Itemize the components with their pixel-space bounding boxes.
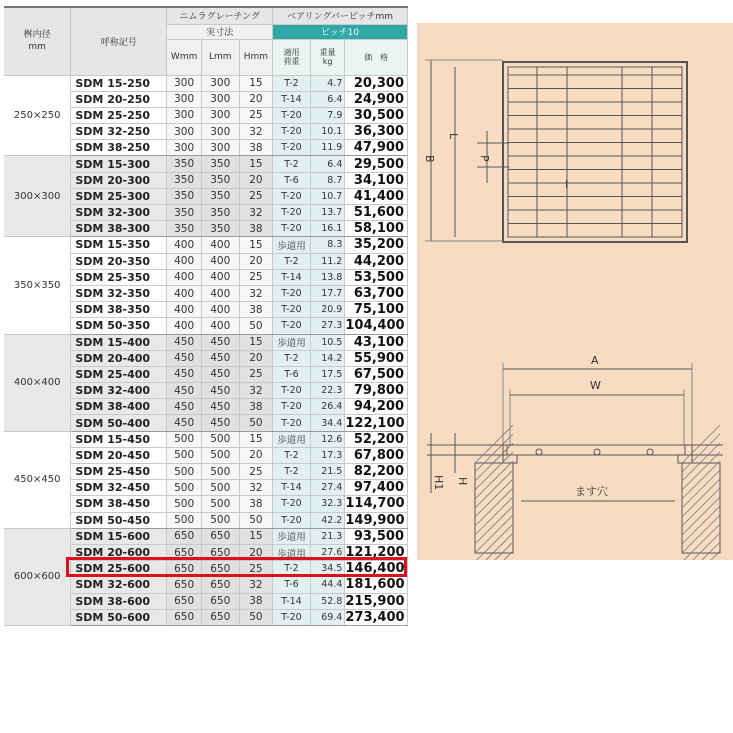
h-cell: 50 <box>239 318 272 334</box>
code-cell: SDM 25-350 <box>71 269 167 285</box>
w-cell: 350 <box>167 188 202 204</box>
load-cell: 歩道用 <box>273 544 311 560</box>
w-cell: 300 <box>167 91 202 107</box>
header-w: Wmm <box>167 39 202 75</box>
h-cell: 15 <box>239 334 272 350</box>
l-cell: 650 <box>201 544 239 560</box>
w-cell: 300 <box>167 124 202 140</box>
h-cell: 38 <box>239 302 272 318</box>
l-cell: 650 <box>201 593 239 609</box>
weight-cell: 10.7 <box>310 188 345 204</box>
h-cell: 20 <box>239 172 272 188</box>
h-cell: 50 <box>239 609 272 625</box>
weight-cell: 6.4 <box>310 156 345 172</box>
price-cell: 20,300 <box>345 75 408 91</box>
load-cell: T-2 <box>273 464 311 480</box>
code-cell: SDM 25-250 <box>71 107 167 123</box>
weight-cell: 10.5 <box>310 334 345 350</box>
label-p: P <box>478 155 491 162</box>
load-cell: T-20 <box>273 302 311 318</box>
h-cell: 38 <box>239 221 272 237</box>
label-h: H <box>456 477 469 486</box>
code-cell: SDM 32-300 <box>71 205 167 221</box>
w-cell: 300 <box>167 140 202 156</box>
header-product: ニムラグレーチング <box>167 7 273 24</box>
h-cell: 50 <box>239 512 272 528</box>
load-cell: T-20 <box>273 124 311 140</box>
code-cell: SDM 15-400 <box>71 334 167 350</box>
weight-cell: 11.2 <box>310 253 345 269</box>
l-cell: 400 <box>201 302 239 318</box>
l-cell: 450 <box>201 366 239 382</box>
code-cell: SDM 32-250 <box>71 124 167 140</box>
load-cell: T-14 <box>273 480 311 496</box>
price-cell: 79,800 <box>345 383 408 399</box>
selected-row-highlight <box>66 557 407 577</box>
h-cell: 15 <box>239 431 272 447</box>
l-cell: 400 <box>201 253 239 269</box>
cross-bars <box>537 67 652 237</box>
w-cell: 500 <box>167 431 202 447</box>
l-cell: 450 <box>201 383 239 399</box>
l-cell: 400 <box>201 269 239 285</box>
l-cell: 400 <box>201 237 239 253</box>
price-cell: 52,200 <box>345 431 408 447</box>
w-cell: 350 <box>167 221 202 237</box>
l-cell: 450 <box>201 415 239 431</box>
code-cell: SDM 38-600 <box>71 593 167 609</box>
price-cell: 97,400 <box>345 480 408 496</box>
w-cell: 450 <box>167 350 202 366</box>
size-cell: 450×450 <box>4 431 71 528</box>
price-cell: 181,600 <box>345 577 408 593</box>
weight-cell: 20.9 <box>310 302 345 318</box>
price-cell: 93,500 <box>345 528 408 544</box>
h-cell: 25 <box>239 107 272 123</box>
weight-cell: 27.6 <box>310 544 345 560</box>
w-cell: 450 <box>167 366 202 382</box>
label-b: B <box>423 155 436 163</box>
price-cell: 63,700 <box>345 285 408 301</box>
l-cell: 300 <box>201 124 239 140</box>
weight-cell: 44.4 <box>310 577 345 593</box>
l-cell: 400 <box>201 285 239 301</box>
load-cell: T-2 <box>273 350 311 366</box>
w-cell: 400 <box>167 285 202 301</box>
code-cell: SDM 50-400 <box>71 415 167 431</box>
price-cell: 82,200 <box>345 464 408 480</box>
l-cell: 500 <box>201 447 239 463</box>
weight-cell: 32.3 <box>310 496 345 512</box>
l-cell: 300 <box>201 75 239 91</box>
price-cell: 29,500 <box>345 156 408 172</box>
h-cell: 20 <box>239 447 272 463</box>
price-cell: 75,100 <box>345 302 408 318</box>
header-code: 呼称記号 <box>71 7 167 75</box>
price-cell: 67,500 <box>345 366 408 382</box>
spec-table-area <box>4 6 408 626</box>
l-cell: 500 <box>201 431 239 447</box>
price-cell: 114,700 <box>345 496 408 512</box>
header-h: Hmm <box>239 39 272 75</box>
l-cell: 650 <box>201 528 239 544</box>
load-cell: T-20 <box>273 285 311 301</box>
h-cell: 20 <box>239 91 272 107</box>
header-weight: 重量 kg <box>310 39 345 75</box>
h-cell: 25 <box>239 561 272 577</box>
w-cell: 650 <box>167 561 202 577</box>
label-h1: H1 <box>432 475 445 491</box>
w-cell: 650 <box>167 609 202 625</box>
w-cell: 350 <box>167 205 202 221</box>
price-cell: 34,100 <box>345 172 408 188</box>
load-cell: T-20 <box>273 188 311 204</box>
load-cell: T-20 <box>273 140 311 156</box>
w-cell: 500 <box>167 464 202 480</box>
code-cell: SDM 38-450 <box>71 496 167 512</box>
weight-cell: 21.3 <box>310 528 345 544</box>
weight-cell: 17.3 <box>310 447 345 463</box>
price-cell: 30,500 <box>345 107 408 123</box>
price-cell: 121,200 <box>345 544 408 560</box>
weight-cell: 69.4 <box>310 609 345 625</box>
l-cell: 300 <box>201 107 239 123</box>
code-cell: SDM 32-350 <box>71 285 167 301</box>
price-cell: 94,200 <box>345 399 408 415</box>
price-cell: 146,400 <box>345 561 408 577</box>
header-l: Lmm <box>201 39 239 75</box>
l-cell: 350 <box>201 205 239 221</box>
label-l: L <box>447 133 460 140</box>
price-cell: 122,100 <box>345 415 408 431</box>
code-cell: SDM 20-250 <box>71 91 167 107</box>
weight-cell: 21.5 <box>310 464 345 480</box>
h-cell: 50 <box>239 415 272 431</box>
price-cell: 44,200 <box>345 253 408 269</box>
w-cell: 450 <box>167 415 202 431</box>
price-cell: 55,900 <box>345 350 408 366</box>
weight-cell: 6.4 <box>310 91 345 107</box>
w-cell: 650 <box>167 577 202 593</box>
weight-cell: 12.6 <box>310 431 345 447</box>
l-cell: 400 <box>201 318 239 334</box>
load-cell: T-20 <box>273 512 311 528</box>
load-cell: 歩道用 <box>273 237 311 253</box>
bearing-bars <box>508 75 682 224</box>
load-cell: T-6 <box>273 172 311 188</box>
price-cell: 273,400 <box>345 609 408 625</box>
w-cell: 400 <box>167 302 202 318</box>
code-cell: SDM 15-450 <box>71 431 167 447</box>
l-cell: 650 <box>201 561 239 577</box>
h-cell: 15 <box>239 75 272 91</box>
code-cell: SDM 38-300 <box>71 221 167 237</box>
weight-cell: 7.9 <box>310 107 345 123</box>
load-cell: T-14 <box>273 593 311 609</box>
l-cell: 500 <box>201 464 239 480</box>
load-cell: T-20 <box>273 221 311 237</box>
h-cell: 20 <box>239 350 272 366</box>
size-cell: 300×300 <box>4 156 71 237</box>
price-cell: 41,400 <box>345 188 408 204</box>
h-cell: 32 <box>239 577 272 593</box>
weight-cell: 26.4 <box>310 399 345 415</box>
h-cell: 32 <box>239 124 272 140</box>
weight-cell: 17.5 <box>310 366 345 382</box>
price-cell: 104,400 <box>345 318 408 334</box>
h-cell: 15 <box>239 528 272 544</box>
l-cell: 450 <box>201 399 239 415</box>
price-cell: 67,800 <box>345 447 408 463</box>
code-cell: SDM 15-350 <box>71 237 167 253</box>
h-cell: 25 <box>239 464 272 480</box>
code-cell: SDM 20-350 <box>71 253 167 269</box>
price-cell: 51,600 <box>345 205 408 221</box>
h-cell: 32 <box>239 205 272 221</box>
code-cell: SDM 32-450 <box>71 480 167 496</box>
w-cell: 500 <box>167 512 202 528</box>
l-cell: 350 <box>201 188 239 204</box>
w-cell: 300 <box>167 107 202 123</box>
weight-cell: 27.3 <box>310 318 345 334</box>
h-cell: 38 <box>239 399 272 415</box>
l-cell: 650 <box>201 577 239 593</box>
weight-cell: 52.8 <box>310 593 345 609</box>
h-cell: 25 <box>239 269 272 285</box>
header-price: 価 格 <box>345 39 408 75</box>
header-actual: 実寸法 <box>167 24 273 39</box>
l-cell: 650 <box>201 609 239 625</box>
price-cell: 24,900 <box>345 91 408 107</box>
code-cell: SDM 15-300 <box>71 156 167 172</box>
weight-cell: 16.1 <box>310 221 345 237</box>
load-cell: T-20 <box>273 318 311 334</box>
code-cell: SDM 50-450 <box>71 512 167 528</box>
load-cell: T-20 <box>273 107 311 123</box>
l-cell: 350 <box>201 156 239 172</box>
h-cell: 38 <box>239 140 272 156</box>
w-cell: 300 <box>167 75 202 91</box>
price-cell: 36,300 <box>345 124 408 140</box>
table-row <box>4 334 408 350</box>
load-cell: T-2 <box>273 561 311 577</box>
weight-cell: 13.8 <box>310 269 345 285</box>
h-cell: 32 <box>239 285 272 301</box>
l-cell: 500 <box>201 480 239 496</box>
code-cell: SDM 50-350 <box>71 318 167 334</box>
table-row <box>4 431 408 447</box>
code-cell: SDM 20-400 <box>71 350 167 366</box>
w-cell: 400 <box>167 253 202 269</box>
code-cell: SDM 20-450 <box>71 447 167 463</box>
code-cell: SDM 25-600 <box>71 561 167 577</box>
h-cell: 32 <box>239 480 272 496</box>
w-cell: 500 <box>167 480 202 496</box>
load-cell: T-2 <box>273 75 311 91</box>
price-cell: 53,500 <box>345 269 408 285</box>
weight-cell: 11.9 <box>310 140 345 156</box>
label-w: W <box>590 379 601 392</box>
w-cell: 650 <box>167 593 202 609</box>
code-cell: SDM 15-600 <box>71 528 167 544</box>
header-load: 適用 荷重 <box>273 39 311 75</box>
l-cell: 450 <box>201 350 239 366</box>
grating-inner-frame <box>508 67 682 237</box>
pit-wall-left <box>475 463 513 553</box>
weight-cell: 34.5 <box>310 561 345 577</box>
w-cell: 400 <box>167 318 202 334</box>
code-cell: SDM 38-350 <box>71 302 167 318</box>
price-cell: 149,900 <box>345 512 408 528</box>
load-cell: T-14 <box>273 91 311 107</box>
h-cell: 20 <box>239 253 272 269</box>
l-cell: 350 <box>201 221 239 237</box>
w-cell: 400 <box>167 269 202 285</box>
load-cell: T-20 <box>273 205 311 221</box>
load-cell: T-6 <box>273 577 311 593</box>
table-row <box>4 75 408 91</box>
weight-cell: 22.3 <box>310 383 345 399</box>
w-cell: 500 <box>167 447 202 463</box>
weight-cell: 10.1 <box>310 124 345 140</box>
code-cell: SDM 38-250 <box>71 140 167 156</box>
weight-cell: 27.4 <box>310 480 345 496</box>
l-cell: 300 <box>201 91 239 107</box>
load-cell: T-20 <box>273 415 311 431</box>
l-cell: 450 <box>201 334 239 350</box>
weight-cell: 8.3 <box>310 237 345 253</box>
h-cell: 32 <box>239 383 272 399</box>
code-cell: SDM 32-600 <box>71 577 167 593</box>
l-cell: 500 <box>201 512 239 528</box>
code-cell: SDM 25-450 <box>71 464 167 480</box>
weight-cell: 14.2 <box>310 350 345 366</box>
label-a: A <box>591 354 599 367</box>
code-cell: SDM 15-250 <box>71 75 167 91</box>
h-cell: 15 <box>239 237 272 253</box>
label-pit: ます穴 <box>575 485 608 498</box>
table-row <box>4 237 408 253</box>
pit-wall-right <box>682 463 720 553</box>
spec-table <box>4 6 408 626</box>
w-cell: 450 <box>167 383 202 399</box>
h-cell: 38 <box>239 593 272 609</box>
l-cell: 500 <box>201 496 239 512</box>
price-cell: 58,100 <box>345 221 408 237</box>
grating-side <box>507 445 685 455</box>
size-cell: 350×350 <box>4 237 71 334</box>
h-cell: 20 <box>239 544 272 560</box>
code-cell: SDM 20-300 <box>71 172 167 188</box>
weight-cell: 8.7 <box>310 172 345 188</box>
w-cell: 500 <box>167 496 202 512</box>
code-cell: SDM 38-400 <box>71 399 167 415</box>
h-cell: 38 <box>239 496 272 512</box>
size-cell: 250×250 <box>4 75 71 156</box>
price-cell: 47,900 <box>345 140 408 156</box>
header-size: 桝内径 mm <box>4 7 71 75</box>
dimension-diagram <box>417 23 733 560</box>
spec-table-body <box>4 75 408 625</box>
code-cell: SDM 50-600 <box>71 609 167 625</box>
h-cell: 15 <box>239 156 272 172</box>
load-cell: T-2 <box>273 447 311 463</box>
load-cell: T-14 <box>273 269 311 285</box>
size-cell: 400×400 <box>4 334 71 431</box>
weight-cell: 42.2 <box>310 512 345 528</box>
weight-cell: 4.7 <box>310 75 345 91</box>
w-cell: 350 <box>167 156 202 172</box>
label-i: I <box>565 178 569 191</box>
w-cell: 350 <box>167 172 202 188</box>
load-cell: T-20 <box>273 383 311 399</box>
load-cell: T-6 <box>273 366 311 382</box>
load-cell: 歩道用 <box>273 431 311 447</box>
w-cell: 450 <box>167 399 202 415</box>
header-pitch: ピッチ10 <box>273 24 408 39</box>
load-cell: 歩道用 <box>273 528 311 544</box>
header-bearing: ベアリングバーピッチmm <box>273 7 408 24</box>
w-cell: 400 <box>167 237 202 253</box>
w-cell: 650 <box>167 528 202 544</box>
code-cell: SDM 32-400 <box>71 383 167 399</box>
load-cell: T-20 <box>273 399 311 415</box>
h-cell: 25 <box>239 188 272 204</box>
code-cell: SDM 25-300 <box>71 188 167 204</box>
code-cell: SDM 20-600 <box>71 544 167 560</box>
price-cell: 35,200 <box>345 237 408 253</box>
table-row <box>4 156 408 172</box>
l-cell: 350 <box>201 172 239 188</box>
table-row <box>4 528 408 544</box>
load-cell: 歩道用 <box>273 334 311 350</box>
size-cell: 600×600 <box>4 528 71 625</box>
price-cell: 215,900 <box>345 593 408 609</box>
load-cell: T-20 <box>273 609 311 625</box>
weight-cell: 17.7 <box>310 285 345 301</box>
l-cell: 300 <box>201 140 239 156</box>
diagram-svg <box>417 23 733 560</box>
w-cell: 450 <box>167 334 202 350</box>
load-cell: T-2 <box>273 156 311 172</box>
code-cell: SDM 25-400 <box>71 366 167 382</box>
load-cell: T-2 <box>273 253 311 269</box>
weight-cell: 13.7 <box>310 205 345 221</box>
load-cell: T-20 <box>273 496 311 512</box>
h-cell: 25 <box>239 366 272 382</box>
price-cell: 43,100 <box>345 334 408 350</box>
weight-cell: 34.4 <box>310 415 345 431</box>
w-cell: 650 <box>167 544 202 560</box>
